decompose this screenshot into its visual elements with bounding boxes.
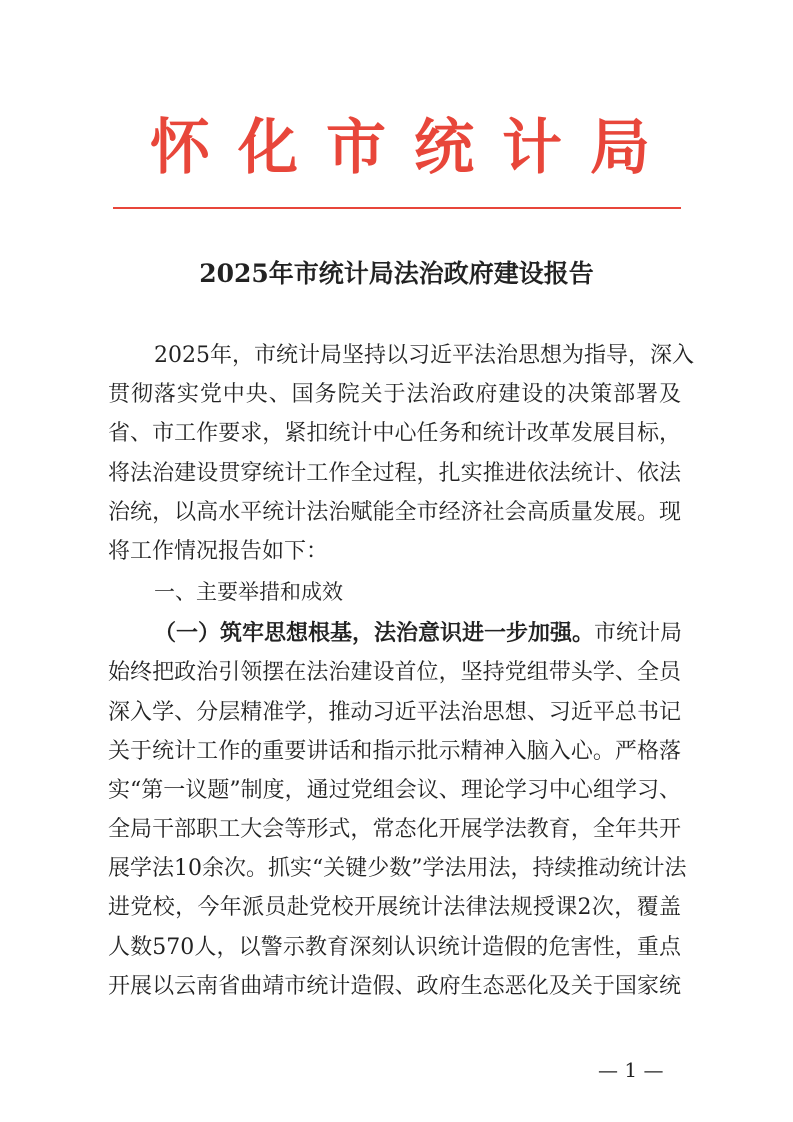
section-heading: 一、主要举措和成效 (154, 580, 343, 605)
text-line: 进党校，今年派员赴党校开展统计法律法规授课2次，覆盖 (108, 895, 681, 921)
intro-paragraph (108, 336, 694, 571)
text-line: 贯彻落实党中央、国务院关于法治政府建设的决策部署及 (108, 382, 681, 408)
text-line: 始终把政治引领摆在法治建设首位，坚持党组带头学、全员 (108, 660, 681, 686)
subsection-heading: （一）筑牢思想根基，法治意识进一步加强。 (154, 621, 595, 647)
text-line: 省、市工作要求，紧扣统计中心任务和统计改革发展目标， (108, 421, 681, 447)
text-line: 2025年，市统计局坚持以习近平法治思想为指导，深入 (154, 343, 694, 368)
document-body (108, 336, 694, 1006)
text-line: 治统，以高水平统计法治赋能全市经济社会高质量发展。现 (108, 499, 681, 525)
text-line: 开展以云南省曲靖市统计造假、政府生态恶化及关于国家统 (108, 973, 681, 999)
text-line: 深入学、分层精准学，推动习近平法治思想、习近平总书记 (108, 699, 681, 725)
text-line: 全局干部职工大会等形式，常态化开展学法教育，全年共开 (108, 817, 681, 843)
text-line: 人数570人，以警示教育深刻认识统计造假的危害性，重点 (108, 934, 681, 960)
text-line: 关于统计工作的重要讲话和指示批示精神入脑入心。严格落 (108, 738, 681, 764)
text-run: 市统计局 (594, 621, 683, 647)
text-line: 将法治建设贯穿统计工作全过程，扎实推进依法统计、依法 (108, 460, 681, 486)
org-letterhead: 怀化市统计局 (150, 113, 650, 183)
page-number: — 1 — (598, 1058, 664, 1082)
text-line: 实“第一议题”制度，通过党组会议、理论学习中心组学习、 (108, 777, 681, 803)
text-line (108, 614, 681, 653)
subsection-paragraph (108, 614, 687, 1006)
text-line: 将工作情况报告如下： (108, 538, 329, 564)
document-title: 2025年市统计局法治政府建设报告 (199, 259, 594, 288)
text-line: 展学法10余次。抓实“关键少数”学法用法，持续推动统计法 (108, 856, 687, 882)
red-divider (113, 207, 681, 209)
